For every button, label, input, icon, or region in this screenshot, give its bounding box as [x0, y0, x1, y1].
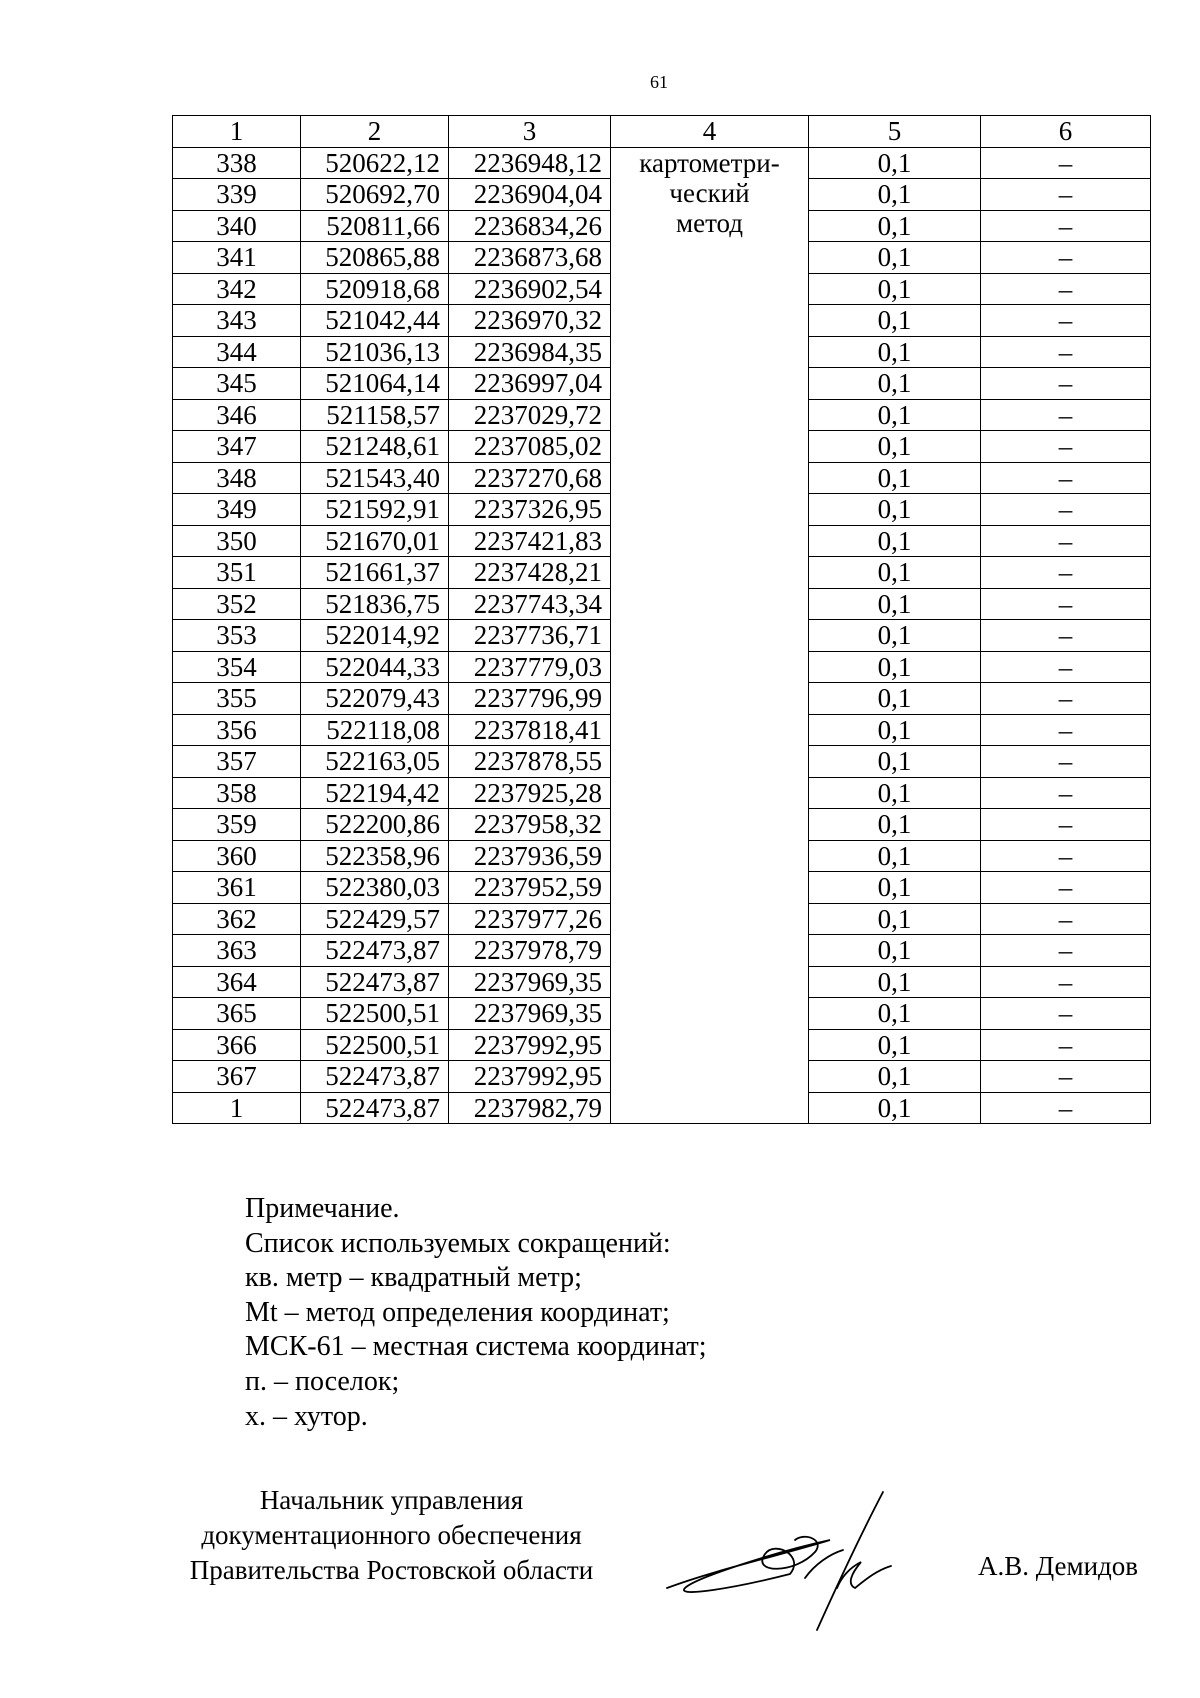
table-cell: –	[981, 210, 1151, 242]
table-cell: 520811,66	[301, 210, 449, 242]
table-cell: 522500,51	[301, 1029, 449, 1061]
notes-line: Список используемых сокращений:	[245, 1227, 671, 1259]
table-cell: –	[981, 336, 1151, 368]
table-cell: 0,1	[809, 431, 981, 463]
table-cell: 522500,51	[301, 998, 449, 1030]
signer-position-line: Начальник управления	[259, 1485, 524, 1515]
table-cell: 0,1	[809, 998, 981, 1030]
table-cell: –	[981, 179, 1151, 211]
table-cell: 0,1	[809, 935, 981, 967]
notes-line: кв. метр – квадратный метр;	[245, 1262, 582, 1294]
table-cell: 2236970,32	[449, 305, 611, 337]
table-cell: 2236902,54	[449, 273, 611, 305]
table-cell: 359	[173, 809, 301, 841]
table-cell: 2236873,68	[449, 242, 611, 274]
table-cell: 2237977,26	[449, 903, 611, 935]
table-cell: 2237982,79	[449, 1092, 611, 1124]
table-cell: –	[981, 431, 1151, 463]
table-cell: 0,1	[809, 809, 981, 841]
table-cell: 0,1	[809, 1061, 981, 1093]
table-cell: 2236984,35	[449, 336, 611, 368]
method-line: ческий	[669, 177, 750, 208]
table-cell: 1	[173, 1092, 301, 1124]
table-cell: 520865,88	[301, 242, 449, 274]
page-number: 61	[650, 72, 668, 92]
table-cell: 522079,43	[301, 683, 449, 715]
table-cell: –	[981, 525, 1151, 557]
table-cell: 361	[173, 872, 301, 904]
table-cell: 2237326,95	[449, 494, 611, 526]
table-cell: 0,1	[809, 557, 981, 589]
table-cell: 0,1	[809, 368, 981, 400]
table-cell: 0,1	[809, 1092, 981, 1124]
table-cell: –	[981, 399, 1151, 431]
table-cell: 363	[173, 935, 301, 967]
table-cell: 2237992,95	[449, 1061, 611, 1093]
table-cell: 0,1	[809, 651, 981, 683]
table-cell: 2237270,68	[449, 462, 611, 494]
table-cell: 2237428,21	[449, 557, 611, 589]
table-cell: 341	[173, 242, 301, 274]
table-cell: 521064,14	[301, 368, 449, 400]
table-cell: 346	[173, 399, 301, 431]
table-cell: 521661,37	[301, 557, 449, 589]
table-cell: 365	[173, 998, 301, 1030]
table-cell: –	[981, 620, 1151, 652]
table-cell: 0,1	[809, 620, 981, 652]
table-cell: 352	[173, 588, 301, 620]
column-header-3: 3	[449, 116, 611, 148]
table-cell: –	[981, 714, 1151, 746]
coordinates-table	[172, 115, 1151, 1124]
table-cell: 522358,96	[301, 840, 449, 872]
table-cell: –	[981, 935, 1151, 967]
table-cell: 0,1	[809, 683, 981, 715]
table-cell: 356	[173, 714, 301, 746]
table-cell: 2237878,55	[449, 746, 611, 778]
table-cell: 521248,61	[301, 431, 449, 463]
table-cell: 2237936,59	[449, 840, 611, 872]
table-cell: 2237743,34	[449, 588, 611, 620]
table-cell: –	[981, 998, 1151, 1030]
table-cell: 522200,86	[301, 809, 449, 841]
table-cell: 0,1	[809, 840, 981, 872]
table-cell: –	[981, 242, 1151, 274]
table-cell: 345	[173, 368, 301, 400]
table-cell: 522380,03	[301, 872, 449, 904]
table-cell: 2237779,03	[449, 651, 611, 683]
table-row	[173, 147, 1151, 179]
table-cell: 343	[173, 305, 301, 337]
table-cell: 0,1	[809, 525, 981, 557]
table-cell: 522473,87	[301, 935, 449, 967]
table-cell: 2236904,04	[449, 179, 611, 211]
table-cell: 2236997,04	[449, 368, 611, 400]
table-cell: –	[981, 588, 1151, 620]
table-cell: 0,1	[809, 1029, 981, 1061]
signer-name: А.В. Демидов	[978, 1551, 1139, 1581]
table-cell: 2237969,35	[449, 998, 611, 1030]
method-line: метод	[676, 207, 743, 238]
notes-title: Примечание.	[245, 1193, 400, 1224]
table-cell: 0,1	[809, 179, 981, 211]
table-cell: 2237818,41	[449, 714, 611, 746]
table-cell: –	[981, 305, 1151, 337]
table-cell: 522194,42	[301, 777, 449, 809]
table-cell: 353	[173, 620, 301, 652]
table-cell: –	[981, 903, 1151, 935]
table-cell: 522044,33	[301, 651, 449, 683]
table-cell: 2237925,28	[449, 777, 611, 809]
table-cell: 521836,75	[301, 588, 449, 620]
table-cell: 0,1	[809, 242, 981, 274]
table-cell: 2237085,02	[449, 431, 611, 463]
table-cell: 522163,05	[301, 746, 449, 778]
table-cell: 0,1	[809, 588, 981, 620]
table-cell: 2237421,83	[449, 525, 611, 557]
table-cell: 360	[173, 840, 301, 872]
signer-position-line: Правительства Ростовской области	[189, 1555, 594, 1585]
table-cell: 348	[173, 462, 301, 494]
table-cell: 0,1	[809, 872, 981, 904]
column-header-5: 5	[809, 116, 981, 148]
table-cell: –	[981, 966, 1151, 998]
notes-line: Mt – метод определения координат;	[245, 1296, 670, 1328]
table-cell: 347	[173, 431, 301, 463]
table-cell: 2237978,79	[449, 935, 611, 967]
table-cell: –	[981, 1061, 1151, 1093]
notes-line: МСК-61 – местная система координат;	[245, 1331, 707, 1363]
table-cell: –	[981, 1092, 1151, 1124]
table-cell: 351	[173, 557, 301, 589]
table-cell: 366	[173, 1029, 301, 1061]
column-header-6: 6	[981, 116, 1151, 148]
table-cell: 521042,44	[301, 305, 449, 337]
table-cell: –	[981, 872, 1151, 904]
table-cell: 2237952,59	[449, 872, 611, 904]
table-cell: 2237958,32	[449, 809, 611, 841]
table-cell: –	[981, 368, 1151, 400]
column-header-2: 2	[301, 116, 449, 148]
table-cell: 0,1	[809, 494, 981, 526]
table-cell: 2236948,12	[449, 147, 611, 179]
table-cell: –	[981, 273, 1151, 305]
table-cell: 362	[173, 903, 301, 935]
table-cell: 349	[173, 494, 301, 526]
table-cell: 0,1	[809, 462, 981, 494]
table-cell: –	[981, 557, 1151, 589]
table-cell: 522429,57	[301, 903, 449, 935]
table-cell: 522014,92	[301, 620, 449, 652]
table-cell: –	[981, 462, 1151, 494]
table-body	[173, 147, 1151, 1124]
notes-line: х. – хутор.	[245, 1400, 368, 1432]
table-cell: 358	[173, 777, 301, 809]
signer-position-line: документационного обеспечения	[201, 1520, 582, 1550]
table-cell: 521543,40	[301, 462, 449, 494]
table-cell: 0,1	[809, 305, 981, 337]
table-cell: 344	[173, 336, 301, 368]
table-cell: 2237736,71	[449, 620, 611, 652]
table-cell: –	[981, 1029, 1151, 1061]
column-header-1: 1	[173, 116, 301, 148]
table-cell: 2237992,95	[449, 1029, 611, 1061]
table-cell: 522118,08	[301, 714, 449, 746]
table-cell: –	[981, 683, 1151, 715]
table-cell: –	[981, 494, 1151, 526]
table-cell: 2237796,99	[449, 683, 611, 715]
table-cell: –	[981, 147, 1151, 179]
table-cell: 357	[173, 746, 301, 778]
handwritten-signature	[655, 1470, 955, 1640]
table-cell: –	[981, 840, 1151, 872]
table-cell: 521670,01	[301, 525, 449, 557]
table-cell: 0,1	[809, 966, 981, 998]
table-cell: 520622,12	[301, 147, 449, 179]
table-cell: 521592,91	[301, 494, 449, 526]
table-cell: –	[981, 809, 1151, 841]
method-cell	[611, 147, 809, 1124]
table-cell: 355	[173, 683, 301, 715]
notes-section	[245, 1192, 707, 1434]
table-cell: 521036,13	[301, 336, 449, 368]
table-cell: 0,1	[809, 147, 981, 179]
signer-position	[174, 1483, 609, 1588]
table-cell: –	[981, 777, 1151, 809]
method-line: картометри-	[639, 147, 780, 178]
table-cell: 2237029,72	[449, 399, 611, 431]
table-cell: 339	[173, 179, 301, 211]
table-cell: 522473,87	[301, 966, 449, 998]
column-header-4: 4	[611, 116, 809, 148]
table-cell: 367	[173, 1061, 301, 1093]
table-cell: 0,1	[809, 714, 981, 746]
table-cell: 521158,57	[301, 399, 449, 431]
table-cell: 364	[173, 966, 301, 998]
table-cell: 2237969,35	[449, 966, 611, 998]
table-cell: 0,1	[809, 399, 981, 431]
table-cell: 0,1	[809, 210, 981, 242]
table-cell: 0,1	[809, 903, 981, 935]
table-header-row	[173, 116, 1151, 148]
table-cell: 0,1	[809, 336, 981, 368]
table-cell: 520692,70	[301, 179, 449, 211]
table-cell: 350	[173, 525, 301, 557]
table-cell: 522473,87	[301, 1092, 449, 1124]
table-cell: 338	[173, 147, 301, 179]
table-cell: 520918,68	[301, 273, 449, 305]
table-cell: 522473,87	[301, 1061, 449, 1093]
table-cell: 340	[173, 210, 301, 242]
table-cell: 0,1	[809, 777, 981, 809]
table-cell: 0,1	[809, 273, 981, 305]
notes-line: п. – поселок;	[245, 1365, 400, 1397]
table-cell: –	[981, 651, 1151, 683]
table-cell: 354	[173, 651, 301, 683]
table-cell: 2236834,26	[449, 210, 611, 242]
table-cell: 342	[173, 273, 301, 305]
table-cell: –	[981, 746, 1151, 778]
table-cell: 0,1	[809, 746, 981, 778]
